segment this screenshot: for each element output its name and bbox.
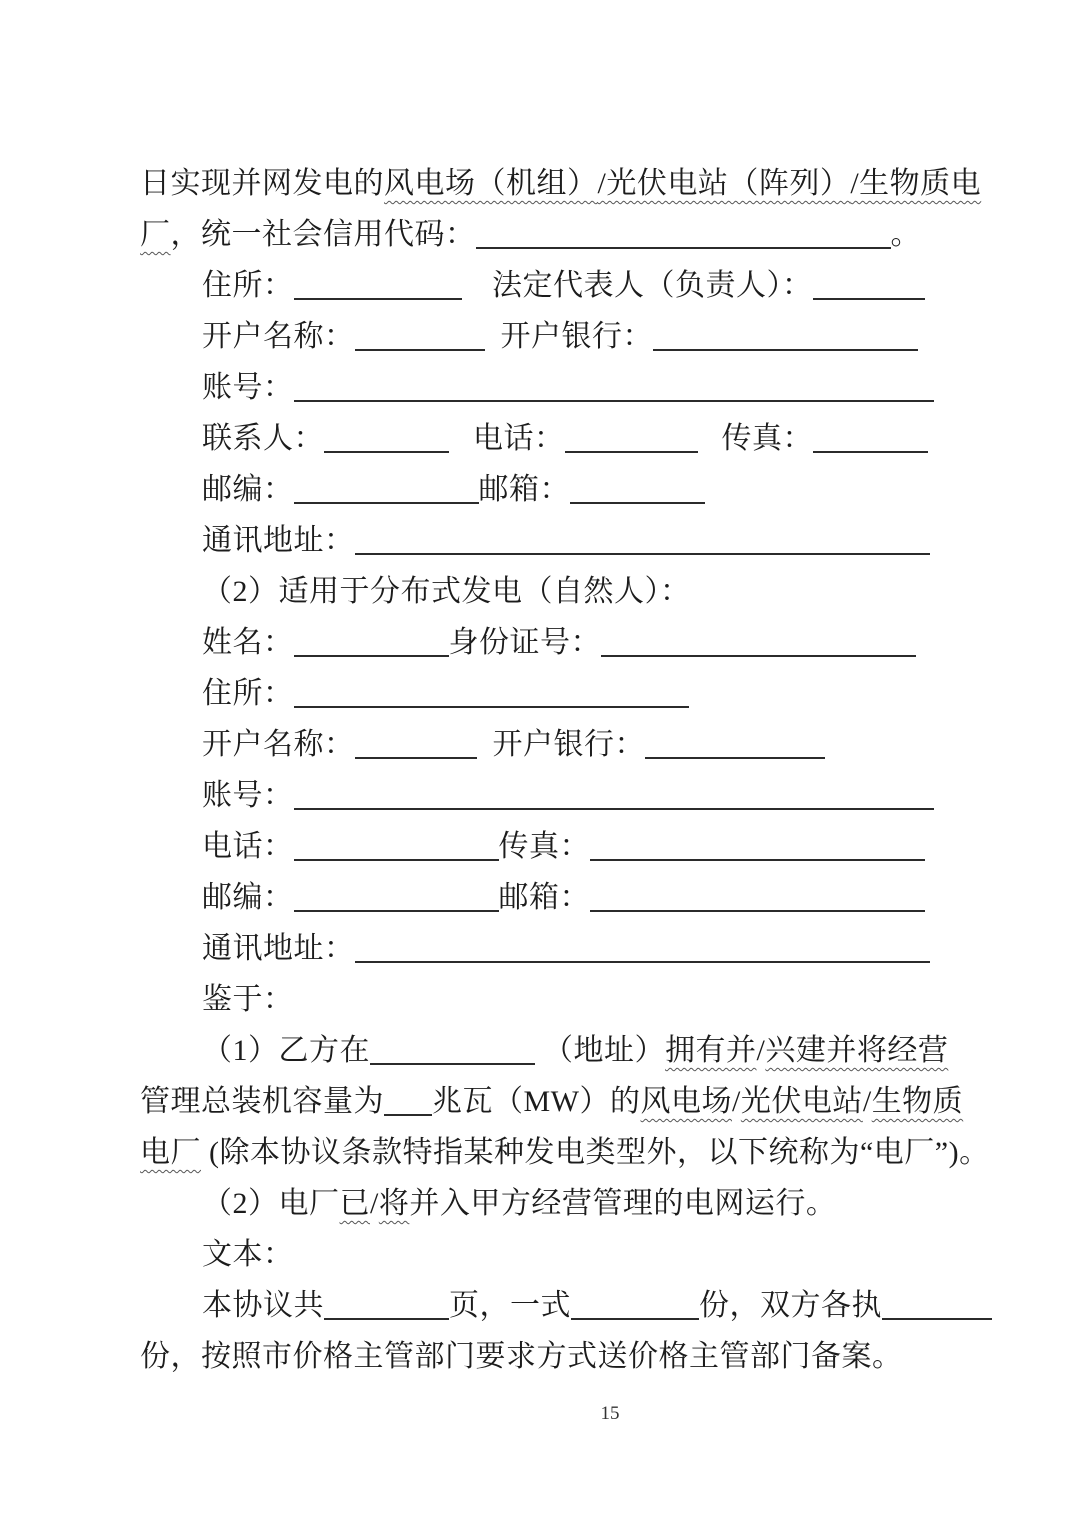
- doc-line: [140, 668, 1080, 719]
- blank-fill-field: [355, 349, 485, 351]
- doc-line: [140, 1331, 1080, 1382]
- blank-fill-field: [590, 910, 925, 912]
- wavy-underlined-text: 光伏电站: [740, 1085, 863, 1118]
- doc-line: [140, 515, 1080, 566]
- doc-line: [140, 1229, 1080, 1280]
- text-run: （2）适用于分布式发电（自然人）：: [202, 575, 691, 608]
- text-run: 身份证号：: [448, 626, 601, 659]
- blank-fill-field: [294, 859, 499, 861]
- text-run: 并入甲方经营管理的电网运行。: [409, 1187, 837, 1220]
- text-run: （2）电厂: [202, 1187, 340, 1220]
- wavy-underlined-text: 风电场: [640, 1085, 732, 1118]
- wavy-underlined-text: 生物质: [871, 1085, 964, 1118]
- blank-fill-field: [355, 757, 477, 759]
- blank-fill-field: [294, 502, 479, 504]
- doc-line: [140, 923, 1080, 974]
- blank-fill-field: [294, 400, 934, 402]
- text-run: 日实现并网发电的: [140, 167, 384, 200]
- blank-fill-field: [570, 502, 705, 504]
- blank-fill-field: [370, 1063, 535, 1065]
- text-run: 电话：: [449, 422, 565, 455]
- doc-line: [140, 158, 1080, 209]
- text-run: ，统一社会信用代码：: [170, 218, 476, 251]
- text-run: 邮编：: [202, 473, 294, 506]
- doc-line: [140, 821, 1080, 872]
- blank-fill-field: [294, 655, 449, 657]
- blank-fill-field: [294, 808, 934, 810]
- doc-line: [140, 719, 1080, 770]
- doc-line: [140, 362, 1080, 413]
- text-run: /: [862, 1085, 872, 1118]
- text-run: 账号：: [202, 371, 294, 404]
- text-run: 鉴于：: [202, 983, 294, 1016]
- doc-line: [140, 770, 1080, 821]
- text-run: 联系人：: [202, 422, 324, 455]
- blank-fill-field: [813, 451, 928, 453]
- blank-fill-field: [355, 961, 930, 963]
- doc-line: [140, 311, 1080, 362]
- text-run: 邮编：: [202, 881, 294, 914]
- text-run: 管理总装机容量为: [140, 1085, 384, 1118]
- text-run: 份，按照市价格主管部门要求方式送价格主管部门备案。: [140, 1340, 903, 1373]
- doc-line: [140, 413, 1080, 464]
- blank-fill-field: [653, 349, 918, 351]
- wavy-underlined-text: 拥有并: [665, 1034, 757, 1067]
- blank-fill-field: [590, 859, 925, 861]
- text-run: 通讯地址：: [202, 932, 355, 965]
- blank-fill-field: [355, 553, 930, 555]
- text-run: 住所：: [202, 269, 294, 302]
- doc-line: [140, 260, 1080, 311]
- blank-fill-field: [384, 1114, 432, 1116]
- text-run: /: [370, 1187, 379, 1220]
- text-run: (除本协议条款特指某种发电类型外，以下统称为“电厂”)。: [201, 1136, 990, 1169]
- wavy-underlined-text: 厂: [140, 218, 171, 251]
- wavy-underlined-text: 兴建并将经营: [765, 1034, 949, 1067]
- text-run: 电话：: [202, 830, 294, 863]
- doc-line: [140, 1280, 1080, 1331]
- text-run: /: [732, 1085, 741, 1118]
- blank-fill-field: [294, 298, 462, 300]
- text-run: 法定代表人（负责人）：: [461, 269, 813, 302]
- blank-fill-field: [324, 451, 449, 453]
- blank-fill-field: [476, 247, 891, 249]
- text-run: 传真：: [697, 422, 813, 455]
- blank-fill-field: [813, 298, 925, 300]
- doc-line: [140, 617, 1080, 668]
- text-run: 页，一式: [449, 1289, 571, 1322]
- doc-line: [140, 566, 1080, 617]
- blank-fill-field: [601, 655, 916, 657]
- doc-line: [140, 1127, 1080, 1178]
- text-run: 传真：: [498, 830, 590, 863]
- text-run: 份，双方各执: [699, 1289, 882, 1322]
- text-run: 开户名称：: [202, 320, 355, 353]
- page-number: 15: [600, 1403, 620, 1424]
- text-run: 。: [890, 218, 921, 251]
- wavy-underlined-text: 电厂: [140, 1136, 201, 1169]
- wavy-underlined-text: 将: [378, 1187, 410, 1220]
- wavy-underlined-text: 已: [339, 1187, 370, 1220]
- text-run: 住所：: [202, 677, 294, 710]
- text-run: 开户名称：: [202, 728, 355, 761]
- blank-fill-field: [882, 1318, 992, 1320]
- doc-line: [140, 1025, 1080, 1076]
- text-run: 邮箱：: [478, 473, 570, 506]
- text-run: （地址）: [535, 1034, 665, 1067]
- doc-line: [140, 464, 1080, 515]
- blank-fill-field: [645, 757, 825, 759]
- doc-line: [140, 209, 1080, 260]
- blank-fill-field: [294, 910, 499, 912]
- text-run: 姓名：: [202, 626, 294, 659]
- text-run: 邮箱：: [498, 881, 590, 914]
- doc-line: [140, 1178, 1080, 1229]
- doc-line: [140, 1076, 1080, 1127]
- text-run: 本协议共: [202, 1289, 324, 1322]
- blank-fill-field: [294, 706, 689, 708]
- wavy-underlined-text: 风电场（机组）: [384, 167, 598, 200]
- wavy-underlined-text: /光伏电站（阵列）: [597, 167, 851, 200]
- text-run: 开户银行：: [476, 728, 645, 761]
- blank-fill-field: [324, 1318, 449, 1320]
- text-run: 通讯地址：: [202, 524, 355, 557]
- text-run: 文本：: [202, 1238, 294, 1271]
- doc-line: [140, 872, 1080, 923]
- doc-line: [140, 974, 1080, 1025]
- text-run: （1）乙方在: [202, 1034, 370, 1067]
- text-run: /: [756, 1034, 766, 1067]
- blank-fill-field: [565, 451, 698, 453]
- text-run: 账号：: [202, 779, 294, 812]
- text-run: 开户银行：: [484, 320, 653, 353]
- text-run: 兆瓦（MW）的: [432, 1085, 641, 1118]
- blank-fill-field: [571, 1318, 699, 1320]
- wavy-underlined-text: /生物质电: [850, 167, 982, 200]
